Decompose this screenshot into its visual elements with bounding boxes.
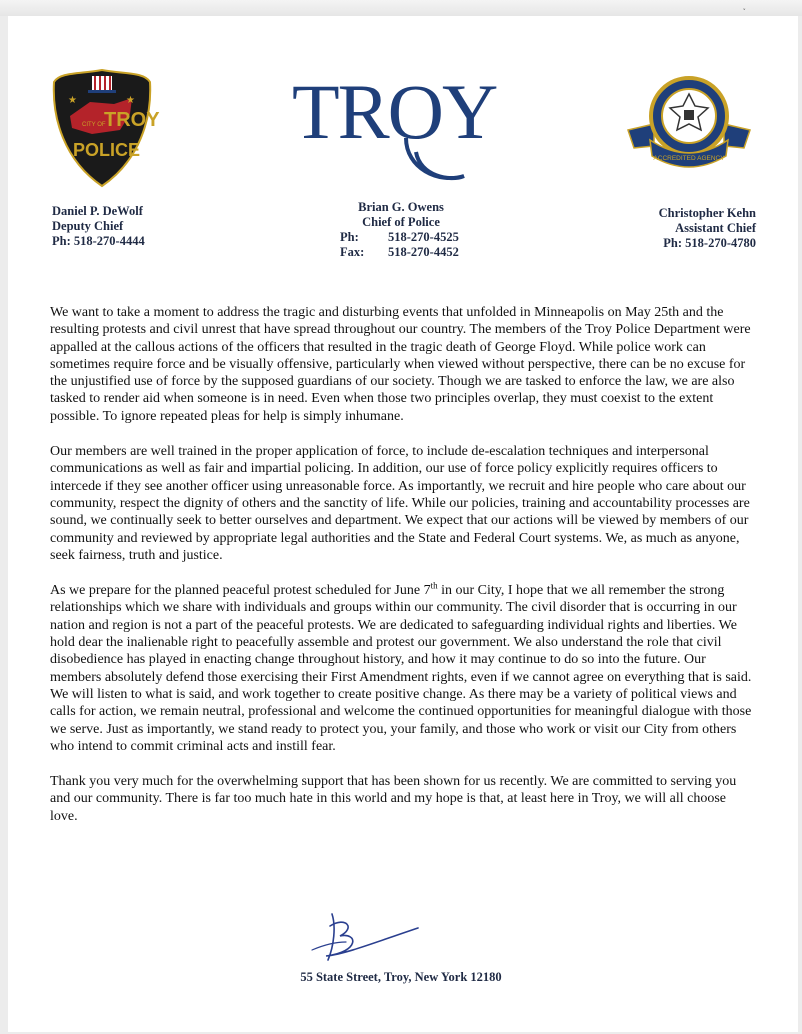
chief-phone-label: Ph:: [340, 230, 359, 244]
chief-fax-row: [340, 245, 466, 260]
chief-phone-row: [340, 230, 466, 245]
paragraph-3-start: As we prepare for the planned peaceful protest scheduled for June 7: [50, 583, 431, 599]
svg-text:★: ★: [68, 95, 77, 106]
letter-body: [50, 304, 754, 843]
badge-troy-text: TROY: [104, 109, 160, 131]
deputy-chief-title: Deputy Chief: [52, 219, 124, 233]
troy-wordmark-text: TROY: [292, 68, 497, 155]
assistant-chief-contact: [659, 206, 756, 251]
paragraph-1: We want to take a moment to address the tragic and disturbing events that unfolded in Minneapolis on May 25th and the resulting protests and civil unrest that have spread throughout our country. The members of the Troy Police Department were appalled at the callous actions of the officers that resulted in the tragic death of George Floyd. While police work can sometimes require force and be visually offensive, particularly when viewed without perspective, there can be no excuse for the unjustified use of force by the supposed guardians of our society. Though we are tasked to enforce the law, we are also tasked to render aid when someone is in need. Even when those two principles overlap, they must coexist to the extent possible. To ignore repeated pleas for help is simply inhumane.: [50, 305, 751, 424]
footer-address: 55 State Street, Troy, New York 12180: [300, 970, 502, 984]
badge-city-text: CITY OF: [82, 122, 106, 128]
chief-name: Brian G. Owens: [358, 200, 444, 214]
deputy-chief-contact: [52, 204, 145, 249]
chief-title: Chief of Police: [362, 215, 440, 229]
deputy-chief-name: Daniel P. DeWolf: [52, 204, 143, 218]
corner-mark: ˯: [742, 0, 746, 11]
paragraph-3-sup: th: [430, 580, 438, 591]
chief-fax-value: 518-270-4452: [388, 245, 459, 259]
paragraph-2: Our members are well trained in the proper application of force, to include de-escalation techniques and interpersonal communications as well as fair and impartial policing. In addition, our use of force policy explicitly requires officers to intercede if they see another officer using unreasonable force. As importantly, we recruit and hire people who care about our community, respect the dignity of others and the sanctity of life. While our policies, training and accountability processes are sound, we continually seek to better ourselves and department. We expect that our actions will be viewed by members of our community and reviewed by appropriate legal authorities and the State and Federal Court systems. We, as much as anyone, seek fairness, truth and justice.: [50, 444, 750, 563]
accreditation-seal-logo: [626, 74, 752, 174]
paragraph-4: Thank you very much for the overwhelming support that has been shown for us recently. We are committed to serving you and our community. There is far too much hate in this world and my hope is that, at least here in Troy, we will all choose love.: [50, 774, 737, 824]
paragraph-3-rest: in our City, I hope that we all remember the strong relationships which we share with individuals and groups within our community. The civil disorder that is occurring in our nation and region is not a part of the peaceful protests. We are dedicated to safeguarding individual rights and liberties. We hold dear the inalienable right to peacefully assemble and protest our government. We also understand the role that civil disobedience has played in enacting change throughout history, and how it may continue to do so into the future. Our members absolutely defend those exercising their First Amendment rights, even if we cannot agree on everything that is said. We will listen to what is said, and work together to create positive change. As there may be a variety of political views and calls for action, we remain neutral, professional and welcome the continued opportunities for meaningful dialogue with those we serve. Just as importantly, we stand ready to protect you, your family, and those who work or visit our City from others who intend to commit criminal acts and instill fear.: [50, 583, 752, 754]
police-badge-logo: [52, 68, 160, 188]
handwritten-signature: [306, 906, 426, 968]
chief-fax-label: Fax:: [340, 245, 365, 259]
deputy-chief-phone: Ph: 518-270-4444: [52, 234, 145, 248]
assistant-chief-title: Assistant Chief: [675, 221, 756, 235]
paragraph-3: [50, 582, 754, 755]
chief-contact: [340, 200, 466, 260]
top-bar: [0, 0, 802, 16]
seal-ribbon-text: ACCREDITED AGENCY: [653, 155, 725, 162]
assistant-chief-name: Christopher Kehn: [658, 206, 756, 220]
badge-police-text: POLICE: [73, 140, 141, 160]
assistant-chief-phone: Ph: 518-270-4780: [663, 236, 756, 250]
chief-phone-value: 518-270-4525: [388, 230, 459, 244]
svg-text:★: ★: [126, 95, 135, 106]
troy-wordmark-logo: [288, 68, 528, 192]
